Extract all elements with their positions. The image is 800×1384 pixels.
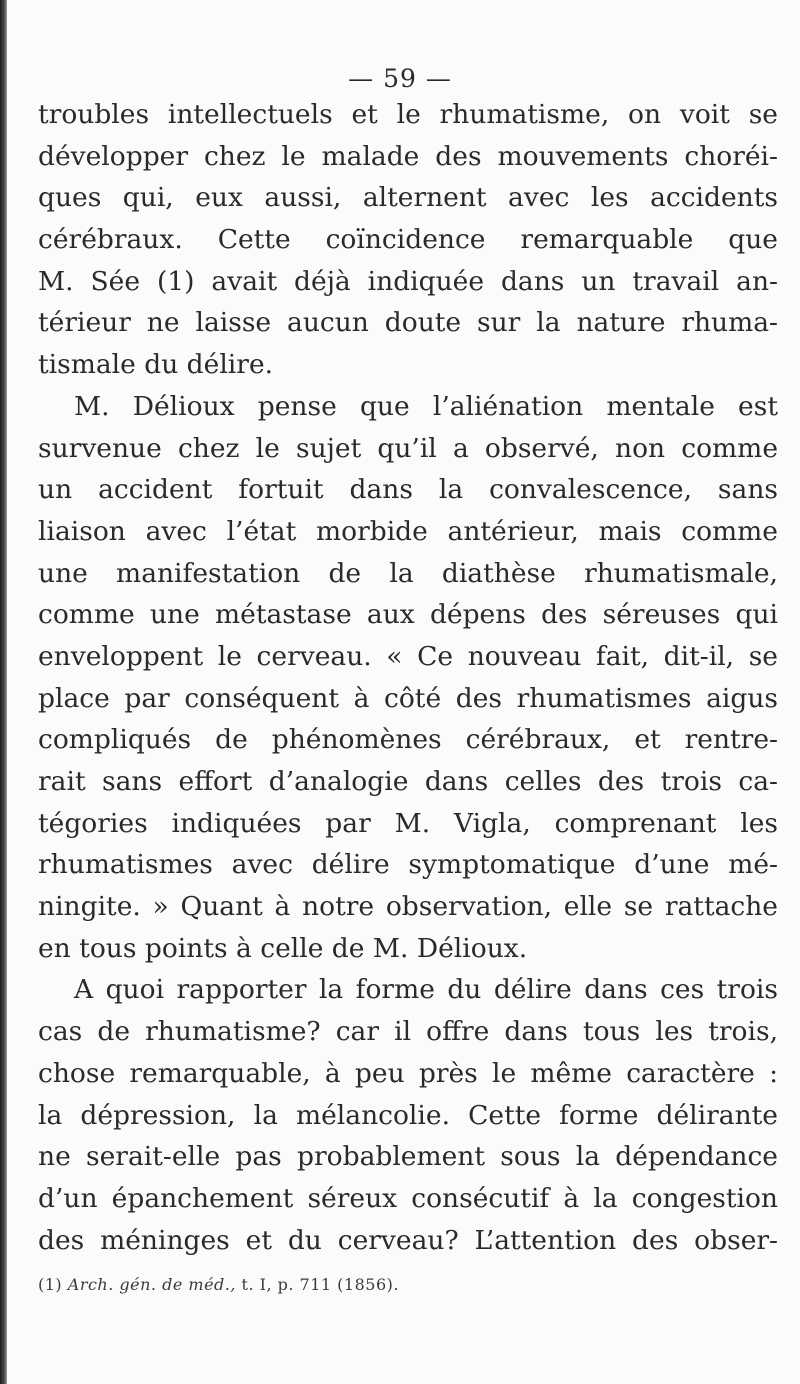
page-number: — 59 — (348, 64, 452, 93)
binding-gutter (0, 0, 7, 1384)
text-line: cas de rhumatisme? car il offre dans tous les trois, (38, 1016, 778, 1048)
text-line: rhumatismes avec délire symptomatique d’une mé- (38, 849, 778, 881)
footnote-reference: t. I, p. 711 (1856). (241, 1275, 399, 1294)
text-line: térieur ne laisse aucun doute sur la nature rhuma- (38, 307, 778, 339)
text-line: troubles intellectuels et le rhumatisme, on voit se (38, 99, 778, 130)
text-line: M. Délioux pense que l’aliénation mentale est (74, 390, 778, 422)
body-text (38, 94, 778, 1261)
text-line: A quoi rapporter la forme du délire dans ces trois (74, 974, 778, 1006)
text-line: en tous points à celle de M. Délioux. (38, 932, 528, 964)
text-line: ne serait-elle pas probablement sous la dépendance (38, 1141, 778, 1173)
text-line: une manifestation de la diathèse rhumatismale, (38, 557, 778, 589)
text-line: M. Sée (1) avait déjà indiquée dans un travail an- (38, 265, 778, 297)
text-line: ningite. » Quant à notre observation, elle se rattache (38, 891, 778, 923)
text-line: liaison avec l’état morbide antérieur, mais comme (38, 515, 778, 547)
footnote-marker: (1) (38, 1275, 63, 1294)
text-line: tismale du délire. (38, 349, 274, 381)
text-line: rait sans effort d’analogie dans celles des trois ca- (38, 766, 778, 797)
text-line: un accident fortuit dans la convalescence, sans (38, 474, 778, 506)
footnote-source: Arch. gén. de méd., (67, 1275, 236, 1294)
text-line: compliqués de phénomènes cérébraux, et rentre- (38, 724, 778, 756)
text-line: ques qui, eux aussi, alternent avec les accidents (38, 182, 778, 214)
text-line: place par conséquent à côté des rhumatismes aigus (38, 682, 778, 714)
text-line: la dépression, la mélancolie. Cette forme délirante (38, 1099, 778, 1131)
footnote (38, 1275, 399, 1294)
text-line: chose remarquable, à peu près le même caractère : (38, 1057, 778, 1089)
text-line: comme une métastase aux dépens des séreuses qui (38, 599, 778, 631)
text-line: développer chez le malade des mouvements choréi- (38, 140, 778, 172)
text-line: des méninges et du cerveau? L’attention des obser- (38, 1224, 778, 1256)
text-line: enveloppent le cerveau. « Ce nouveau fait, dit-il, se (38, 640, 778, 672)
text-line: tégories indiquées par M. Vigla, comprenant les (38, 807, 778, 839)
text-line: cérébraux. Cette coïncidence remarquable que (38, 224, 778, 256)
text-line: d’un épanchement séreux consécutif à la congestion (38, 1182, 778, 1214)
text-line: survenue chez le sujet qu’il a observé, non comme (38, 432, 778, 464)
